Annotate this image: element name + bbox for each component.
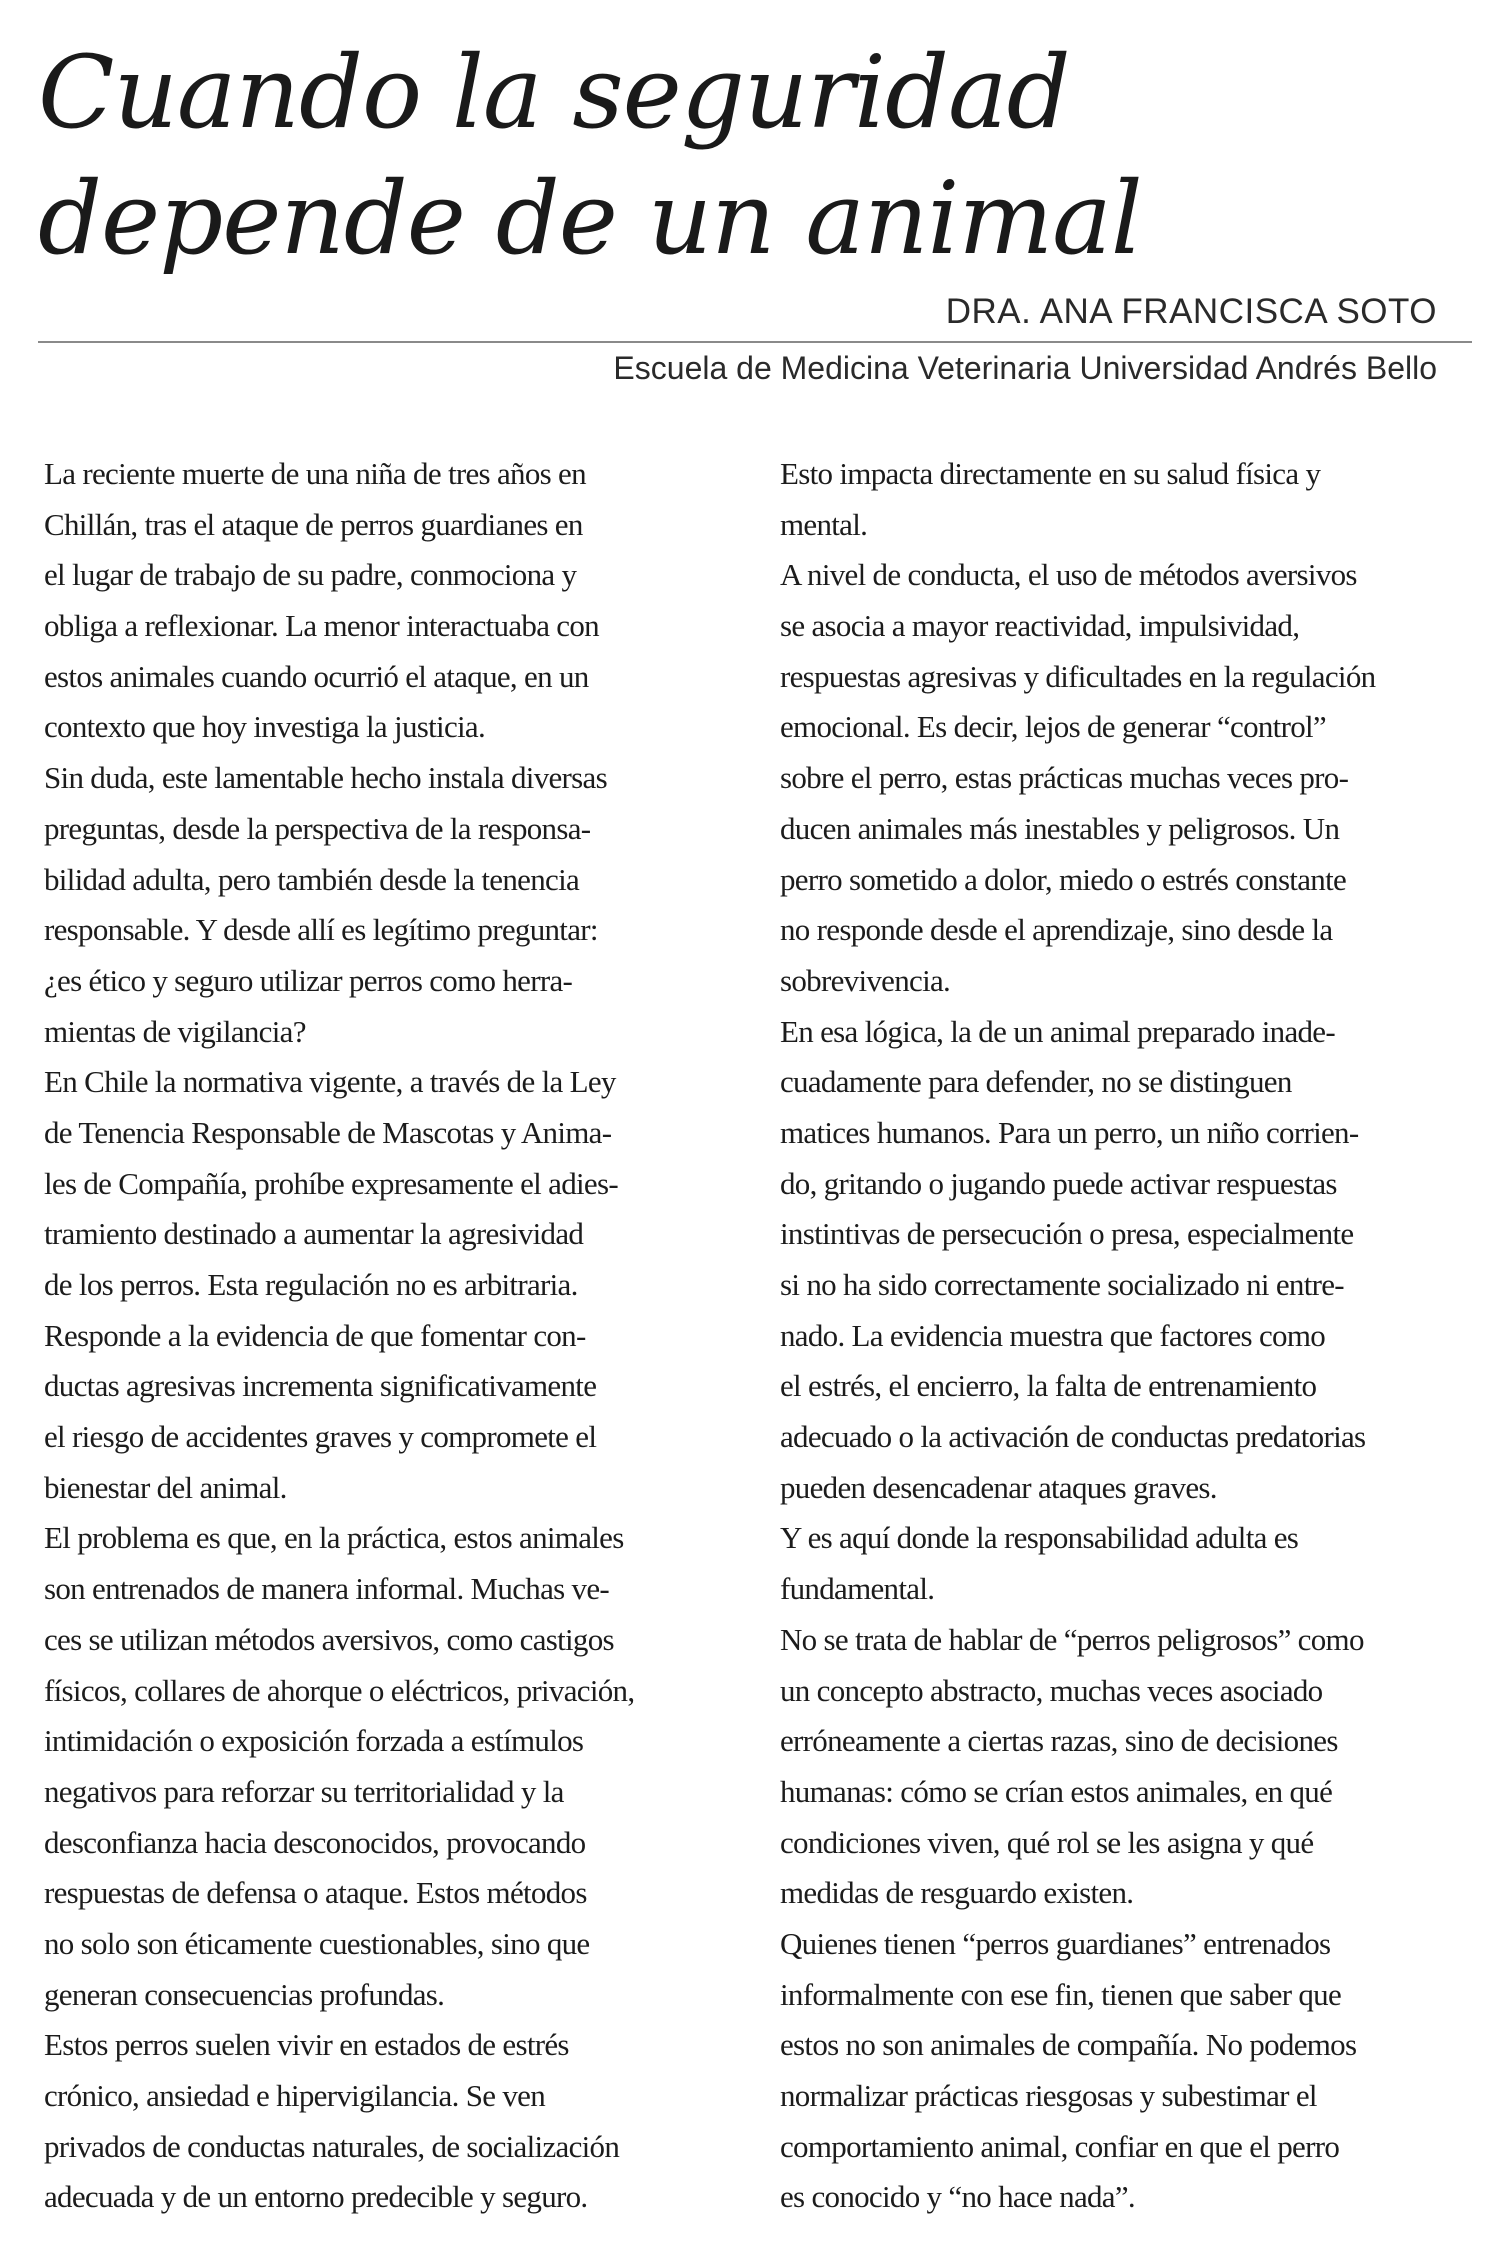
article-text-line: contexto que hoy investiga la justicia. [44, 709, 486, 745]
author-affiliation: Escuela de Medicina Veterinaria Universidad Andrés Bello [613, 350, 1437, 386]
article-text-line: informalmente con ese fin, tienen que saber que [780, 1976, 1342, 2012]
article-text-line: sobrevivencia. [780, 962, 951, 998]
article-text-line: de los perros. Esta regulación no es arbitraria. [44, 1267, 578, 1302]
article-text-line: ducen animales más inestables y peligrosos. Un [780, 810, 1340, 846]
article-text-line: crónico, ansiedad e hipervigilancia. Se ven [44, 2078, 546, 2113]
article-text-line: ductas agresivas incrementa significativamente [44, 1368, 597, 1404]
article-text-line: erróneamente a ciertas razas, sino de decisiones [780, 1723, 1338, 1759]
article-text-line: Chillán, tras el ataque de perros guardianes en [44, 506, 583, 542]
article-text-line: humanas: cómo se crían estos animales, en qué [780, 1773, 1333, 1809]
byline-divider [38, 341, 1472, 343]
article-text-line: En esa lógica, la de un animal preparado inade- [780, 1013, 1335, 1049]
article-text-line: no responde desde el aprendizaje, sino desde la [780, 912, 1333, 948]
article-text-line: respuestas de defensa o ataque. Estos métodos [44, 1875, 587, 1911]
article-text-line: No se trata de hablar de “perros peligrosos” como [780, 1621, 1364, 1657]
article-text-line: desconfianza hacia desconocidos, provocando [44, 1824, 586, 1860]
article-text-line: un concepto abstracto, muchas veces asociado [780, 1672, 1323, 1708]
article-text-line: de Tenencia Responsable de Mascotas y Anima- [44, 1114, 612, 1150]
article-text-line: Estos perros suelen vivir en estados de estrés [44, 2027, 569, 2063]
article-text-line: condiciones viven, qué rol se les asigna y qué [780, 1824, 1314, 1860]
article-text-line: fundamental. [780, 1571, 935, 1607]
article-text-line: preguntas, desde la perspectiva de la responsa- [44, 810, 591, 846]
article-text-line: bienestar del animal. [44, 1469, 287, 1505]
article-text-line: el estrés, el encierro, la falta de entrenamiento [780, 1368, 1317, 1404]
article-text-line: físicos, collares de ahorque o eléctricos, privación, [44, 1672, 635, 1708]
article-text-line: mental. [780, 506, 868, 542]
article-text-line: respuestas agresivas y dificultades en la regulación [780, 658, 1376, 694]
article-text-line: privados de conductas naturales, de socialización [44, 2128, 620, 2164]
article-text-line: negativos para reforzar su territorialidad y la [44, 1773, 564, 1809]
article-text-line: medidas de resguardo existen. [780, 1875, 1134, 1911]
article-text-line: Quienes tienen “perros guardianes” entrenados [780, 1925, 1331, 1961]
headline-line: depende de un animal [38, 160, 1142, 277]
headline-line: Cuando la seguridad [38, 34, 1070, 151]
article-text-line: ces se utilizan métodos aversivos, como castigos [44, 1621, 614, 1657]
article-text-line: mientas de vigilancia? [44, 1013, 306, 1049]
article-text-line: Esto impacta directamente en su salud física y [780, 456, 1321, 491]
article-text-line: matices humanos. Para un perro, un niño corrien- [780, 1114, 1359, 1150]
article-text-line: sobre el perro, estas prácticas muchas veces pro- [780, 760, 1349, 796]
article-text-line: adecuado o la activación de conductas predatorias [780, 1419, 1366, 1455]
article-text-line: tramiento destinado a aumentar la agresividad [44, 1216, 584, 1252]
article-text-line: pueden desencadenar ataques graves. [780, 1469, 1217, 1505]
article-text-line: Responde a la evidencia de que fomentar con- [44, 1317, 586, 1353]
article-text-line: instintivas de persecución o presa, especialmente [780, 1216, 1354, 1252]
article-text-line: cuadamente para defender, no se distinguen [780, 1064, 1292, 1100]
article-text-line: adecuada y de un entorno predecible y seguro. [44, 2179, 588, 2215]
article-text-line: generan consecuencias profundas. [44, 1976, 445, 2012]
article-text-line: son entrenados de manera informal. Muchas ve- [44, 1571, 610, 1607]
article-column-right [780, 449, 1480, 2223]
article-text-line: do, gritando o jugando puede activar respuestas [780, 1165, 1337, 1201]
article-text-line: bilidad adulta, pero también desde la tenencia [44, 861, 580, 897]
author-name: DRA. ANA FRANCISCA SOTO [945, 292, 1437, 331]
article-text-line: no solo son éticamente cuestionables, sino que [44, 1925, 590, 1961]
article-text-line: A nivel de conducta, el uso de métodos aversivos [780, 557, 1357, 593]
article-text-line: El problema es que, en la práctica, estos animales [44, 1520, 624, 1556]
article-text-line: normalizar prácticas riesgosas y subestimar el [780, 2078, 1317, 2113]
article-text-line: es conocido y “no hace nada”. [780, 2179, 1135, 2215]
article-text-line: nado. La evidencia muestra que factores como [780, 1317, 1326, 1353]
article-text-line: estos animales cuando ocurrió el ataque, en un [44, 658, 589, 694]
article-text-line: el riesgo de accidentes graves y compromete el [44, 1419, 597, 1455]
article-text-line: se asocia a mayor reactividad, impulsividad, [780, 608, 1300, 644]
article-text-line: el lugar de trabajo de su padre, conmociona y [44, 557, 577, 593]
article-column-left [44, 449, 744, 2223]
article-text-line: comportamiento animal, confiar en que el perro [780, 2128, 1340, 2164]
article-text-line: estos no son animales de compañía. No podemos [780, 2027, 1357, 2063]
article-text-line: Sin duda, este lamentable hecho instala diversas [44, 760, 607, 796]
article-text-line: obliga a reflexionar. La menor interactuaba con [44, 608, 599, 644]
article-text-line: intimidación o exposición forzada a estímulos [44, 1723, 584, 1759]
article-text-line: En Chile la normativa vigente, a través de la Ley [44, 1064, 616, 1100]
article-text-line: La reciente muerte de una niña de tres años en [44, 456, 586, 491]
article-text-line: les de Compañía, prohíbe expresamente el adies- [44, 1165, 618, 1201]
article-text-line: responsable. Y desde allí es legítimo preguntar: [44, 912, 598, 948]
headline [38, 30, 1438, 282]
article-text-line: ¿es ético y seguro utilizar perros como herra- [44, 962, 573, 998]
article-text-line: si no ha sido correctamente socializado ni entre- [780, 1267, 1344, 1302]
article-text-line: perro sometido a dolor, miedo o estrés constante [780, 861, 1347, 897]
article-text-line: emocional. Es decir, lejos de generar “control” [780, 709, 1326, 745]
article-text-line: Y es aquí donde la responsabilidad adulta es [780, 1520, 1299, 1556]
